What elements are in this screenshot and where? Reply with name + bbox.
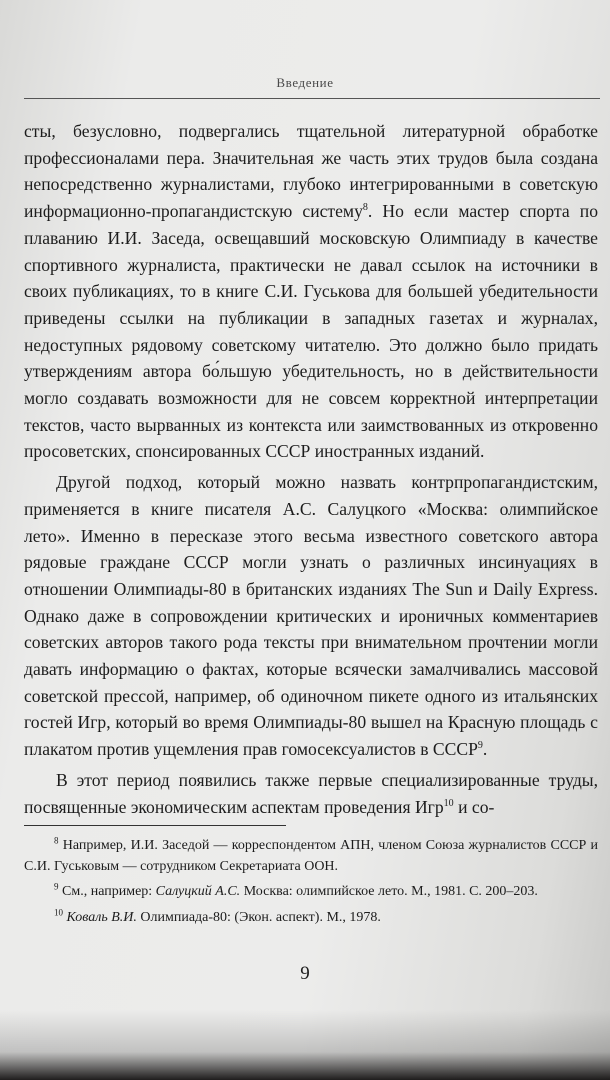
footnote-ref-8: 8 <box>362 202 368 214</box>
paragraph-1-text-b: . Но если мастер спорта по плаванию И.И. Заседа, освещавший московскую Олимпиаду в качестве спортивного журналиста, практически не давал ссылок на источники в своих публикациях, то в книге С.И. Гуськова для большей убедительности приведены ссылки на публикации в западных газетах и журналах, недоступных рядовому советскому читателю. Это должно было придать утверждениям автора бо́льшую убедительность, но в действительности могло создавать возможности для не совсем корректной интерпретации текстов, часто вырванных из контекста или заимствованных из откровенно просоветских, спонсированных СССР иностранных изданий. <box>24 201 598 462</box>
paragraph-3-text-a: В этот период появились также первые специализированные труды, посвященные экономическим аспектам проведения Игр <box>24 769 598 817</box>
footnote-rule <box>24 825 286 826</box>
paragraph-1-text-a: сты, безусловно, подвергались тщательной литературной обработке профессионалами пера. Значительная же часть этих трудов была создана непосредственно журналистами, глубоко интегрированными в советскую информационно-пропагандистскую систему <box>24 121 598 222</box>
footnote-author: Салуцкий А.С. <box>155 884 241 899</box>
footnote-ref-9: 9 <box>477 740 483 752</box>
footnote-number: 8 <box>54 835 59 846</box>
footnote-prefix: См., например: <box>62 884 156 899</box>
footnote-8 <box>24 836 598 877</box>
footnote-10 <box>24 908 598 929</box>
footnote-text: Олимпиада-80: (Экон. аспект). М., 1978. <box>136 909 381 925</box>
paragraph-2-text-a: Другой подход, который можно назвать контрпропагандистским, применяется в книге писателя А.С. Салуцкого «Москва: олимпийское лето». Именно в пересказе этого весьма известного советского автора рядовые граждане СССР могли узнать о различных инсинуациях в отношении Олимпиады-80 в британских изданиях The Sun и Daily Express. Однако даже в сопровождении критических и ироничных комментариев советских авторов такого рода тексты при внимательном прочтении могли давать информацию о фактах, которые всячески замалчивались массовой советской прессой, например, об одиночном пикете одного из итальянских гостей Игр, который во время Олимпиады-80 вышел на Красную площадь с плакатом против ущемления прав гомосексуалистов в СССР <box>24 472 598 760</box>
paragraph-1 <box>24 118 598 465</box>
footnote-ref-10: 10 <box>443 797 454 809</box>
paragraph-3 <box>24 767 598 820</box>
footnote-author: Коваль В.И. <box>66 909 137 925</box>
footnote-number: 10 <box>54 906 63 917</box>
main-text <box>24 118 598 820</box>
paragraph-2 <box>24 469 598 763</box>
footnote-text: Москва: олимпийское лето. М., 1981. С. 200–203. <box>240 884 538 899</box>
footnote-9 <box>24 882 598 903</box>
paragraph-2-text-b: . <box>482 739 488 760</box>
footnote-number: 9 <box>54 881 59 892</box>
header-rule <box>24 98 600 99</box>
footnote-text: Например, И.И. Заседой — корреспондентом АПН, членом Союза журналистов СССР и С.И. Гуськовым — сотрудником Секретариата ООН. <box>24 838 598 874</box>
footnotes <box>24 836 598 933</box>
running-head: Введение <box>276 75 334 90</box>
page-number: 9 <box>300 963 310 984</box>
paragraph-3-text-b: и со- <box>453 796 495 817</box>
